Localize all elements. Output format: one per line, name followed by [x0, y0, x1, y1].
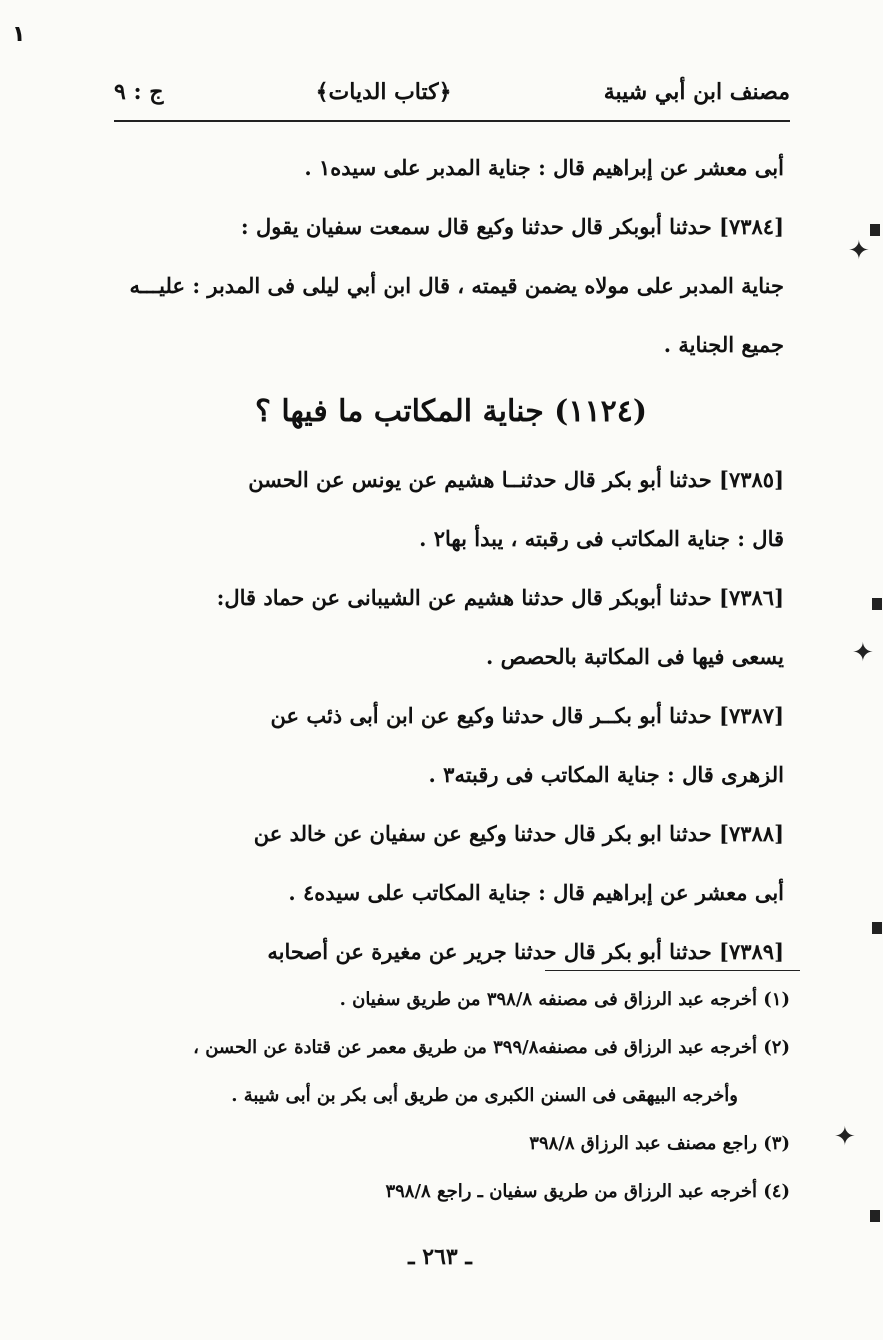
text-line: أبى معشر عن إبراهيم قال : جناية المكاتب على سيده٤ . — [288, 880, 784, 905]
margin-mark — [870, 224, 880, 236]
footnotes — [150, 976, 790, 1216]
text-line: أبى معشر عن إبراهيم قال : جناية المدبر على سيده١ . — [304, 155, 784, 180]
margin-star-icon: ✦ — [852, 638, 874, 668]
footnote-divider — [545, 970, 800, 971]
text-line: [٧٣٨٤] حدثنا أبوبكر قال حدثنا وكيع قال سمعت سفيان يقول : — [240, 214, 784, 239]
text-line: [٧٣٨٩] حدثنا أبو بكر قال حدثنا جرير عن مغيرة عن أصحابه — [267, 939, 784, 964]
margin-mark — [870, 1210, 880, 1222]
margin-mark — [872, 922, 882, 934]
text-line: [٧٣٨٨] حدثنا ابو بكر قال حدثنا وكيع عن سفيان عن خالد عن — [253, 821, 784, 846]
text-line: قال : جناية المكاتب فى رقبته ، يبدأ بها٢ . — [419, 526, 784, 551]
text-line: الزهرى قال : جناية المكاتب فى رقبته٣ . — [428, 762, 784, 787]
text-line: [٧٣٨٦] حدثنا أبوبكر قال حدثنا هشيم عن الشيبانى عن حماد قال: — [216, 585, 784, 610]
footnote-continuation: وأخرجه البيهقى فى السنن الكبرى من طريق أبى بكر بن أبى شيبة . — [231, 1085, 738, 1106]
main-text — [118, 138, 784, 981]
margin-star-icon: ✦ — [848, 236, 870, 266]
footnote: (٤) أخرجه عبد الرزاق من طريق سفيان ـ راجع ٣٩٨/٨ — [385, 1181, 790, 1202]
text-line: جميع الجناية . — [663, 332, 784, 357]
text-line: جناية المدبر على مولاه يضمن قيمته ، قال ابن أبي ليلى فى المدبر : عليـــه — [129, 273, 784, 298]
header-rule — [114, 120, 790, 122]
margin-mark — [872, 598, 882, 610]
chapter-title: ﴿كتاب الديات﴾ — [315, 79, 452, 105]
volume-number: ج : ٩ — [114, 79, 164, 105]
page-number: ـ ٢٦٣ ـ — [408, 1244, 472, 1270]
text-line: يسعى فيها فى المكاتبة بالحصص . — [485, 644, 784, 669]
text-line: [٧٣٨٥] حدثنا أبو بكر قال حدثنــا هشيم عن يونس عن الحسن — [248, 467, 784, 492]
footnote: (٢) أخرجه عبد الرزاق فى مصنفه٣٩٩/٨ من طريق معمر عن قتادة عن الحسن ، — [193, 1037, 790, 1058]
page-marker: ١ — [12, 22, 26, 47]
footnote: (٣) راجع مصنف عبد الرزاق ٣٩٨/٨ — [529, 1133, 790, 1154]
running-header — [114, 66, 790, 118]
text-line: [٧٣٨٧] حدثنا أبو بكــر قال حدثنا وكيع عن ابن أبى ذئب عن — [270, 703, 784, 728]
margin-star-icon: ✦ — [834, 1122, 856, 1152]
section-heading: (١١٢٤) جناية المكاتب ما فيها ؟ — [254, 394, 648, 429]
book-title: مصنف ابن أبي شيبة — [603, 79, 790, 105]
footnote: (١) أخرجه عبد الرزاق فى مصنفه ٣٩٨/٨ من طريق سفيان . — [339, 989, 790, 1010]
